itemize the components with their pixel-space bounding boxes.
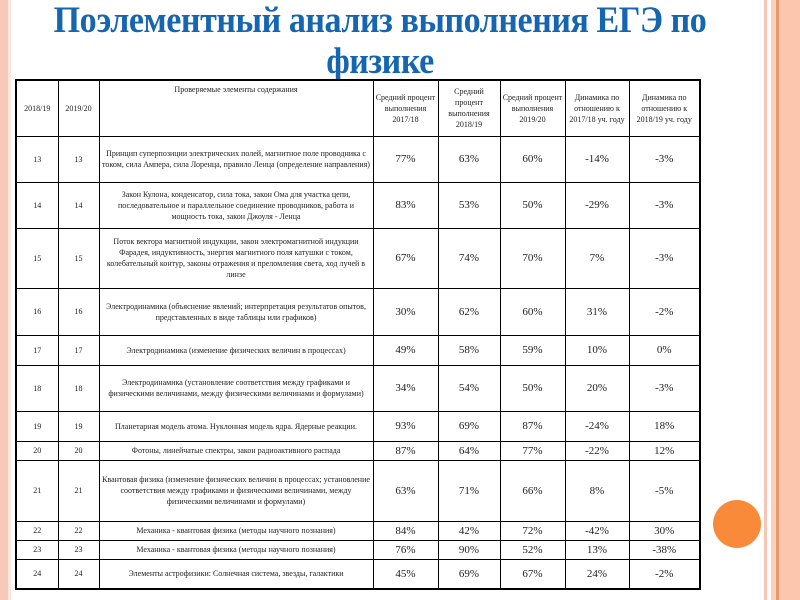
- avg-percent-2017-18: 34%: [373, 365, 438, 411]
- task-number-2019-20: 23: [58, 540, 99, 559]
- avg-percent-2019-20: 66%: [500, 460, 565, 521]
- table-row: [16, 540, 700, 559]
- avg-percent-2018-19: 64%: [438, 441, 500, 460]
- content-element: Электродинамика (изменение физических величин в процессах): [99, 335, 373, 365]
- avg-percent-2017-18: 30%: [373, 288, 438, 335]
- left-border-stripe-inner: [8, 0, 11, 600]
- content-element: Электродинамика (объяснение явлений; интерпретация результатов опытов, представленных в виде таблицы или графиков): [99, 288, 373, 335]
- avg-percent-2017-18: 93%: [373, 411, 438, 441]
- right-stripe-1: [764, 0, 767, 600]
- header-dyn-2018-19: Динамика по отношению к 2018/19 уч. году: [629, 80, 700, 136]
- task-number-2019-20: 20: [58, 441, 99, 460]
- avg-percent-2018-19: 63%: [438, 136, 500, 182]
- table-header-row: [16, 80, 700, 136]
- dynamics-vs-2018-19: -38%: [629, 540, 700, 559]
- content-element: Планетарная модель атома. Нуклонная модель ядра. Ядерные реакции.: [99, 411, 373, 441]
- avg-percent-2019-20: 60%: [500, 288, 565, 335]
- dynamics-vs-2017-18: -14%: [565, 136, 629, 182]
- avg-percent-2017-18: 45%: [373, 559, 438, 589]
- dynamics-vs-2017-18: 24%: [565, 559, 629, 589]
- left-border-stripe: [0, 0, 8, 600]
- avg-percent-2018-19: 90%: [438, 540, 500, 559]
- table-row: [16, 288, 700, 335]
- table-row: [16, 441, 700, 460]
- dynamics-vs-2017-18: 31%: [565, 288, 629, 335]
- header-avg-2018-19: Средний процент выполнения 2018/19: [438, 80, 500, 136]
- avg-percent-2019-20: 50%: [500, 182, 565, 228]
- dynamics-vs-2018-19: -3%: [629, 136, 700, 182]
- task-number-2018-19: 18: [16, 365, 58, 411]
- table-row: [16, 365, 700, 411]
- task-number-2018-19: 16: [16, 288, 58, 335]
- avg-percent-2019-20: 60%: [500, 136, 565, 182]
- content-element: Принцип суперпозиции электрических полей, магнитное поле проводника с током, сила Ампера, сила Лоренца, правило Ленца (определение направления): [99, 136, 373, 182]
- avg-percent-2019-20: 72%: [500, 521, 565, 540]
- avg-percent-2019-20: 50%: [500, 365, 565, 411]
- content-element: Поток вектора магнитной индукции, закон электромагнитной индукции Фарадея, индуктивность, энергия магнитного поля катушки с током, колебательный контур, законы отражения и преломления света, ход лучей в линзе: [99, 228, 373, 288]
- content-element: Элементы астрофизики: Солнечная система, звезды, галактики: [99, 559, 373, 589]
- avg-percent-2017-18: 76%: [373, 540, 438, 559]
- task-number-2018-19: 15: [16, 228, 58, 288]
- avg-percent-2018-19: 53%: [438, 182, 500, 228]
- header-avg-2017-18: Средний процент выполнения 2017/18: [373, 80, 438, 136]
- dynamics-vs-2017-18: 20%: [565, 365, 629, 411]
- task-number-2018-19: 19: [16, 411, 58, 441]
- right-stripe-4: [779, 0, 800, 600]
- table-row: [16, 335, 700, 365]
- header-elements: Проверяемые элементы содержания: [99, 80, 373, 136]
- content-element: Механика - квантовая физика (методы научного познания): [99, 540, 373, 559]
- task-number-2019-20: 21: [58, 460, 99, 521]
- avg-percent-2018-19: 69%: [438, 411, 500, 441]
- task-number-2018-19: 21: [16, 460, 58, 521]
- avg-percent-2017-18: 87%: [373, 441, 438, 460]
- avg-percent-2017-18: 67%: [373, 228, 438, 288]
- content-element: Квантовая физика (изменение физических величин в процессах; установление соответствия между графиками и физическими величинами, между физическими величинами и формулами): [99, 460, 373, 521]
- dynamics-vs-2017-18: 10%: [565, 335, 629, 365]
- avg-percent-2017-18: 63%: [373, 460, 438, 521]
- task-number-2018-19: 23: [16, 540, 58, 559]
- avg-percent-2018-19: 62%: [438, 288, 500, 335]
- orange-circle-decoration: [713, 500, 761, 548]
- task-number-2019-20: 17: [58, 335, 99, 365]
- table-row: [16, 460, 700, 521]
- right-border-decoration: [764, 0, 800, 600]
- avg-percent-2018-19: 71%: [438, 460, 500, 521]
- avg-percent-2019-20: 87%: [500, 411, 565, 441]
- dynamics-vs-2018-19: -3%: [629, 182, 700, 228]
- dynamics-vs-2018-19: 18%: [629, 411, 700, 441]
- table-row: [16, 228, 700, 288]
- header-2019-20: 2019/20: [58, 80, 99, 136]
- task-number-2018-19: 14: [16, 182, 58, 228]
- task-number-2018-19: 24: [16, 559, 58, 589]
- avg-percent-2017-18: 49%: [373, 335, 438, 365]
- avg-percent-2018-19: 58%: [438, 335, 500, 365]
- header-dyn-2017-18: Динамика по отношению к 2017/18 уч. году: [565, 80, 629, 136]
- dynamics-vs-2018-19: -3%: [629, 365, 700, 411]
- avg-percent-2018-19: 42%: [438, 521, 500, 540]
- content-element: Фотоны, линейчатые спектры, закон радиоактивного распада: [99, 441, 373, 460]
- avg-percent-2019-20: 77%: [500, 441, 565, 460]
- avg-percent-2017-18: 83%: [373, 182, 438, 228]
- avg-percent-2019-20: 67%: [500, 559, 565, 589]
- header-avg-2019-20: Средний процент выполнения 2019/20: [500, 80, 565, 136]
- avg-percent-2018-19: 74%: [438, 228, 500, 288]
- task-number-2019-20: 13: [58, 136, 99, 182]
- task-number-2019-20: 15: [58, 228, 99, 288]
- dynamics-vs-2017-18: -22%: [565, 441, 629, 460]
- avg-percent-2017-18: 77%: [373, 136, 438, 182]
- table-row: [16, 411, 700, 441]
- avg-percent-2018-19: 54%: [438, 365, 500, 411]
- dynamics-vs-2018-19: 0%: [629, 335, 700, 365]
- task-number-2019-20: 14: [58, 182, 99, 228]
- avg-percent-2019-20: 70%: [500, 228, 565, 288]
- table-row: [16, 559, 700, 589]
- content-element: Механика - квантовая физика (методы научного познания): [99, 521, 373, 540]
- task-number-2019-20: 18: [58, 365, 99, 411]
- table-row: [16, 182, 700, 228]
- dynamics-vs-2018-19: -2%: [629, 288, 700, 335]
- task-number-2019-20: 16: [58, 288, 99, 335]
- dynamics-vs-2017-18: 8%: [565, 460, 629, 521]
- dynamics-vs-2017-18: -42%: [565, 521, 629, 540]
- content-element: Электродинамика (установление соответствия между графиками и физическими величинами, между физическими величинами и формулами): [99, 365, 373, 411]
- content-element: Закон Кулона, конденсатор, сила тока, закон Ома для участка цепи, последовательное и параллельное соединение проводников, работа и мощность тока, закон Джоуля - Ленца: [99, 182, 373, 228]
- dynamics-vs-2017-18: 13%: [565, 540, 629, 559]
- dynamics-vs-2018-19: -3%: [629, 228, 700, 288]
- avg-percent-2018-19: 69%: [438, 559, 500, 589]
- dynamics-vs-2018-19: -5%: [629, 460, 700, 521]
- task-number-2019-20: 19: [58, 411, 99, 441]
- dynamics-vs-2018-19: -2%: [629, 559, 700, 589]
- task-number-2019-20: 24: [58, 559, 99, 589]
- header-2018-19: 2018/19: [16, 80, 58, 136]
- slide-title: Поэлементный анализ выполнения ЕГЭ по физике: [53, 0, 707, 82]
- dynamics-vs-2017-18: -29%: [565, 182, 629, 228]
- task-number-2018-19: 20: [16, 441, 58, 460]
- dynamics-vs-2017-18: 7%: [565, 228, 629, 288]
- task-number-2018-19: 22: [16, 521, 58, 540]
- task-number-2019-20: 22: [58, 521, 99, 540]
- avg-percent-2019-20: 59%: [500, 335, 565, 365]
- table-row: [16, 521, 700, 540]
- dynamics-vs-2018-19: 30%: [629, 521, 700, 540]
- avg-percent-2017-18: 84%: [373, 521, 438, 540]
- dynamics-vs-2018-19: 12%: [629, 441, 700, 460]
- task-number-2018-19: 17: [16, 335, 58, 365]
- avg-percent-2019-20: 52%: [500, 540, 565, 559]
- analysis-table: [15, 79, 701, 590]
- dynamics-vs-2017-18: -24%: [565, 411, 629, 441]
- table-row: [16, 136, 700, 182]
- task-number-2018-19: 13: [16, 136, 58, 182]
